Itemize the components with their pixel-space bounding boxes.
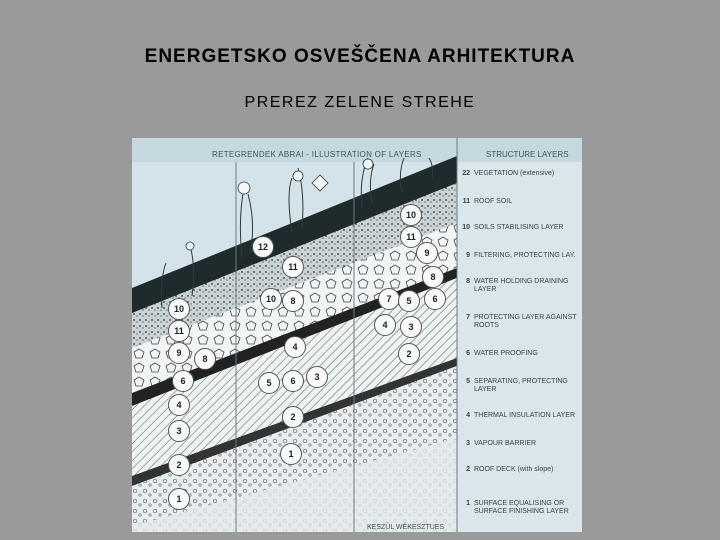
green-roof-cross-section-figure [132,138,582,532]
legend-item: 22 VEGETATION (extensive) [462,170,555,177]
legend-item: 10 SOILS STABILISING LAYER [462,224,564,231]
section-tag: 10 [400,204,422,226]
legend-item: 8 WATER HOLDING DRAINING LAYER [466,278,569,293]
section-tag: 8 [194,348,216,370]
section-tag: 11 [168,320,190,342]
section-tag: 4 [168,394,190,416]
legend-item: 2 ROOF DECK (with slope) [466,466,554,473]
section-tag: 11 [282,256,304,278]
section-tag: 6 [424,288,446,310]
section-tag: 3 [400,316,422,338]
structure-layers-header: STRUCTURE LAYERS [486,150,569,159]
section-tag: 10 [260,288,282,310]
slide-subtitle: PREREZ ZELENE STREHE [244,94,476,111]
structure-layers-legend [457,166,582,532]
section-tag: 3 [168,420,190,442]
legend-item: 9 FILTERING, PROTECTING LAY. [466,252,576,259]
section-tag: 8 [282,290,304,312]
section-tag: 5 [398,290,420,312]
section-tag: 8 [422,266,444,288]
section-tag: 5 [258,372,280,394]
section-tag: 1 [280,443,302,465]
section-tag: 2 [398,343,420,365]
section-tag: 11 [400,226,422,248]
slide-title: ENERGETSKO OSVEŠČENA ARHITEKTURA [144,46,576,67]
section-tag: 4 [374,314,396,336]
section-tag: 6 [282,370,304,392]
legend-item: 7 PROTECTING LAYER AGAINST ROOTS [466,314,577,329]
section-tag: 1 [168,488,190,510]
section-tag: 3 [306,366,328,388]
figure-footer: KESZÜL WÉKESZTUES [367,524,445,531]
section-tag: 9 [168,342,190,364]
section-tag: 9 [416,242,438,264]
section-tag: 10 [168,298,190,320]
legend-item: 6 WATER PROOFING [466,350,538,357]
section-tag: 7 [378,288,400,310]
section-tag: 6 [172,370,194,392]
section-tag: 2 [282,406,304,428]
section-tag: 2 [168,454,190,476]
illustration-header: RETEGRENDEK ABRAI - ILLUSTRATION OF LAYERS [212,150,422,159]
legend-item: 3 VAPOUR BARRIER [466,440,537,447]
legend-item: 1 SURFACE EQUALISING OR SURFACE FINISHING LAYER [466,500,569,515]
legend-item: 4 THERMAL INSULATION LAYER [466,412,576,419]
legend-item: 5 SEPARATING, PROTECTING LAYER [466,378,568,393]
section-tag: 4 [284,336,306,358]
legend-item: 11 ROOF SOIL [462,198,513,205]
section-tag: 12 [252,236,274,258]
